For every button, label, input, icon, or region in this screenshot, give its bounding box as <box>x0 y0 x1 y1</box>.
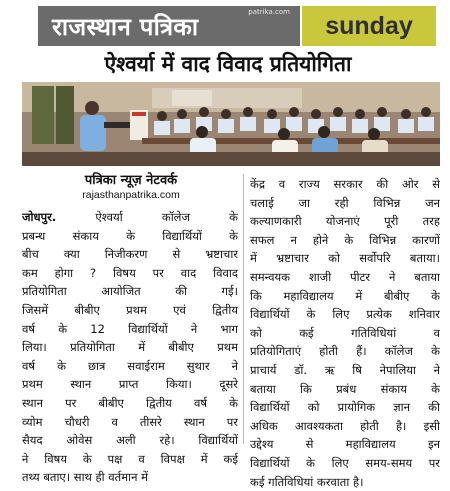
article-line: अधिक आवश्यकता होती है। इसी <box>250 417 440 436</box>
article-line: वर्ष के छात्र सवाईराम सुथार ने <box>22 357 238 376</box>
debate-event-photo <box>22 82 440 166</box>
article-line: प्रतियोगिताएं होती हैं। कॉलेज के <box>250 342 440 361</box>
article-line: कई गतिविधियां करवाता है। <box>250 473 440 491</box>
article-column-right <box>250 175 440 491</box>
article-line: बीच क्या निजीकरण से भ्रष्टाचार <box>22 245 238 264</box>
article-line: ने विषय के पक्ष व विपक्ष में कई <box>22 450 238 469</box>
article-line: प्रबन्ध संकाय के विद्यार्थियों के <box>22 227 238 246</box>
article-line: प्रतियोगिता आयोजित की गई। <box>22 282 238 301</box>
article-line: सफल न होने के विभिन्न कारणों <box>250 231 440 250</box>
newspaper-title: राजस्थान पत्रिका <box>52 10 198 43</box>
article-line: वर्ष के 12 विद्यार्थियों ने भाग <box>22 320 238 339</box>
article-line: सैयद ओवेस अली रहे। विद्यार्थियों <box>22 431 238 450</box>
article-headline: ऐश्वर्या में वाद विवाद प्रतियोगिता <box>22 50 434 78</box>
column-divider <box>243 174 244 444</box>
article-line <box>22 208 238 227</box>
newspaper-masthead <box>38 6 436 46</box>
edition-label: sunday <box>300 6 436 46</box>
article-line: में भ्रष्टाचार को सर्वोपरि बताया। <box>250 249 440 268</box>
article-dateline: जोधपुर. <box>22 210 56 224</box>
article-line: जिसमें बीबीए प्रथम एवं द्वितीय <box>22 301 238 320</box>
article-line: कि महाविद्यालय में बीबीए के <box>250 287 440 306</box>
article-line: उद्देश्य से महाविद्यालय इन <box>250 435 440 454</box>
article-line-text: ऐश्वर्या कॉलेज के <box>95 210 238 224</box>
byline-agency: पत्रिका न्यूज़ नेटवर्क <box>22 170 240 188</box>
article-line: कल्याणकारी योजनाएं पूरी तरह <box>250 212 440 231</box>
byline-website: rajasthanpatrika.com <box>22 189 240 201</box>
article-line: प्रथम स्थान प्राप्त किया। दूसरे <box>22 375 238 394</box>
article-line: विद्यार्थियों के लिए समय-समय पर <box>250 454 440 473</box>
newspaper-brand <box>38 6 300 46</box>
article-line: चलाई जा रही विभिन्न जन <box>250 194 440 213</box>
article-line: को कई गतिविधियां व <box>250 324 440 343</box>
article-line: बताया कि प्रबंध संकाय के <box>250 380 440 399</box>
article-line: तथ्य बताए। साथ ही वर्तमान में <box>22 468 238 487</box>
article-line: प्राचार्य डॉ. ऋ षि नेपालिया ने <box>250 361 440 380</box>
article-line: विद्यार्थियों को प्रायोगिक ज्ञान की <box>250 398 440 417</box>
article-line: लिया। प्रतियोगिता में बीबीए प्रथम <box>22 338 238 357</box>
article-line: कम होगा ? विषय पर वाद विवाद <box>22 264 238 283</box>
article-line: समन्वयक शाजी पीटर ने बताया <box>250 268 440 287</box>
article-column-left <box>22 208 238 487</box>
article-line: विद्यार्थियों के लिए प्रत्येक शनिवार <box>250 305 440 324</box>
article-line: व्योम चौधरी व तीसरे स्थान पर <box>22 413 238 432</box>
newspaper-url: patrika.com <box>248 8 290 16</box>
article-line: केंद्र व राज्य सरकार की ओर से <box>250 175 440 194</box>
article-byline <box>22 170 240 201</box>
article-line: स्थान पर बीबीए द्वितीय वर्ष के <box>22 394 238 413</box>
